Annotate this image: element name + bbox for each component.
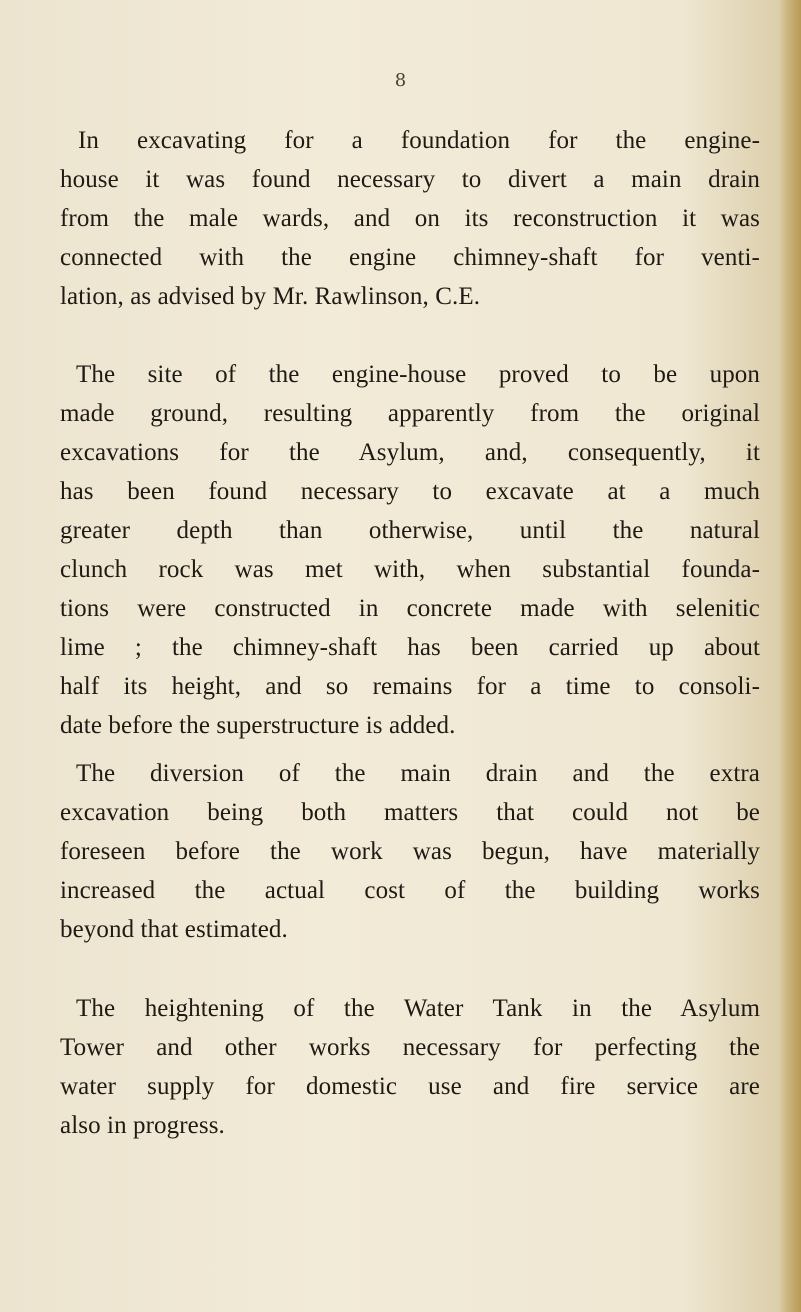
- text-line: The site of the engine-house proved to be upon: [76, 361, 760, 388]
- text-line: lation, as advised by Mr. Rawlinson, C.E.: [60, 283, 481, 310]
- paragraph-1: [60, 121, 760, 316]
- text-line: beyond that estimated.: [60, 916, 288, 943]
- text-line: lime ; the chimney-shaft has been carried up about: [60, 634, 760, 661]
- text-line: half its height, and so remains for a time to consoli-: [60, 673, 760, 700]
- paragraph-3: [60, 754, 760, 949]
- text-line: excavation being both matters that could not be: [60, 799, 760, 826]
- page-edge: [779, 0, 801, 1312]
- page-number: 8: [394, 70, 407, 91]
- text-line: tions were constructed in concrete made with selenitic: [60, 595, 760, 622]
- text-line: clunch rock was met with, when substantial founda-: [60, 556, 760, 583]
- paragraph-4: [60, 989, 760, 1145]
- text-line: In excavating for a foundation for the engine-: [78, 127, 760, 154]
- text-line: The heightening of the Water Tank in the Asylum: [76, 995, 760, 1022]
- text-line: connected with the engine chimney-shaft for venti-: [60, 244, 760, 271]
- text-line: greater depth than otherwise, until the natural: [60, 517, 760, 544]
- text-line: excavations for the Asylum, and, consequently, it: [60, 439, 760, 466]
- text-line: Tower and other works necessary for perfecting the: [60, 1034, 760, 1061]
- text-line: foreseen before the work was begun, have materially: [60, 838, 760, 865]
- text-line: house it was found necessary to divert a main drain: [60, 166, 760, 193]
- paragraph-2: [60, 355, 760, 745]
- text-line: from the male wards, and on its reconstruction it was: [60, 205, 760, 232]
- text-line: made ground, resulting apparently from the original: [60, 400, 760, 427]
- text-line: increased the actual cost of the building works: [60, 877, 760, 904]
- text-line: The diversion of the main drain and the extra: [76, 760, 760, 787]
- text-line: also in progress.: [60, 1112, 225, 1139]
- text-line: date before the superstructure is added.: [60, 712, 456, 739]
- text-line: has been found necessary to excavate at a much: [60, 478, 760, 505]
- text-line: water supply for domestic use and fire service are: [60, 1073, 760, 1100]
